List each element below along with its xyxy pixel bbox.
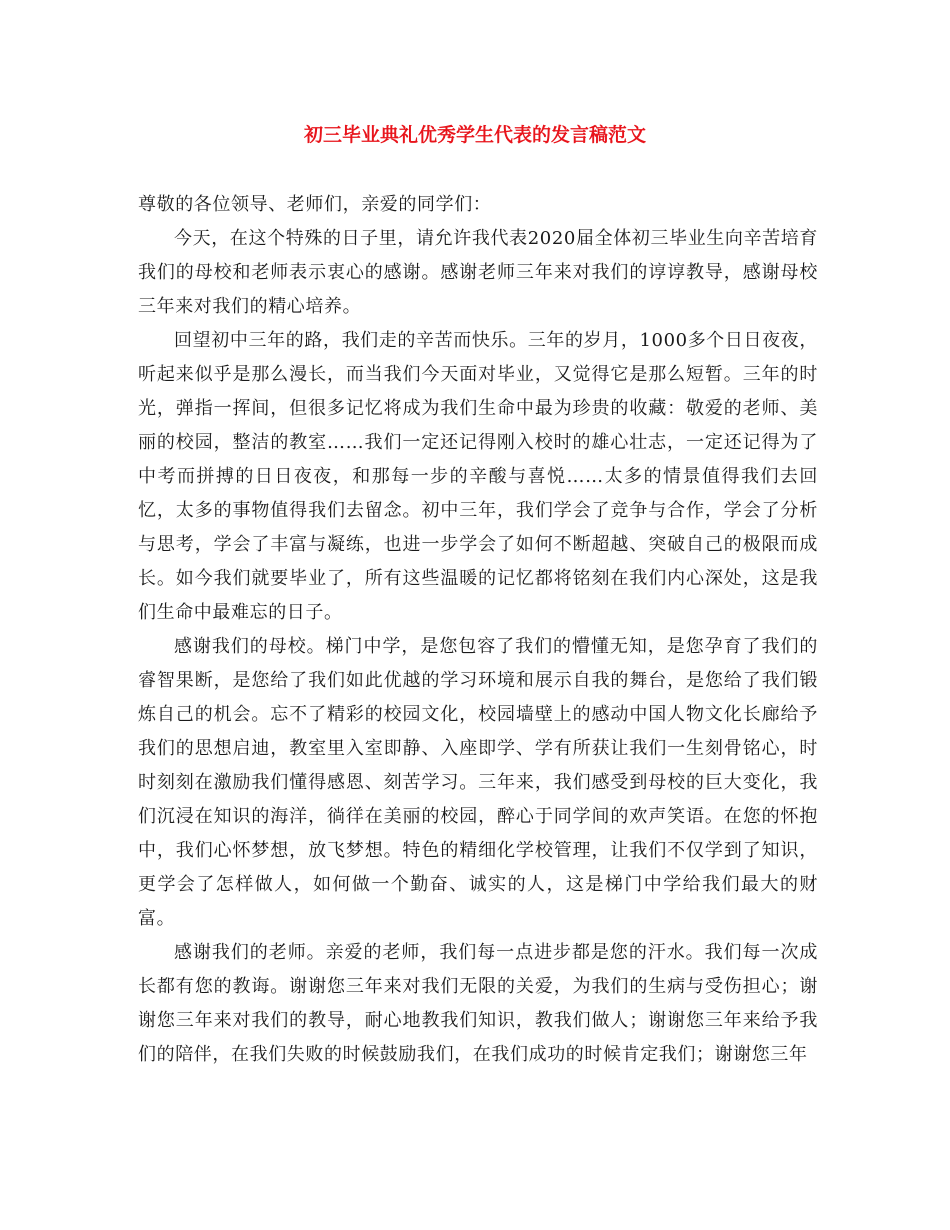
paragraph-3: 感谢我们的母校。梯门中学，是您包容了我们的懵懂无知，是您孕育了我们的睿智果断，是您给了我们如此优越的学习环境和展示自我的舞台，是您给了我们锻炼自己的机会。忘不了精彩的校园文化，校园墙壁上的感动中国人物文化长廊给予我们的思想启迪，教室里入室即静、入座即学、学有所获让我们一生刻骨铭心，时时刻刻在激励我们懂得感恩、刻苦学习。三年来，我们感受到母校的巨大变化，我们沉浸在知识的海洋，徜徉在美丽的校园，醉心于同学间的欢声笑语。在您的怀抱中，我们心怀梦想，放飞梦想。特色的精细化学校管理，让我们不仅学到了知识，更学会了怎样做人，如何做一个勤奋、诚实的人，这是梯门中学给我们最大的财富。 bbox=[138, 636, 818, 929]
document-body bbox=[138, 188, 818, 1072]
paragraph-1: 今天，在这个特殊的日子里，请允许我代表2020届全体初三毕业生向辛苦培育我们的母校和老师表示衷心的感谢。感谢老师三年来对我们的谆谆教导，感谢母校三年来对我们的精心培养。 bbox=[138, 228, 818, 317]
paragraph-4: 感谢我们的老师。亲爱的老师，我们每一点进步都是您的汗水。我们每一次成长都有您的教诲。谢谢您三年来对我们无限的关爱，为我们的生病与受伤担心；谢谢您三年来对我们的教导，耐心地教我们知识，教我们做人；谢谢您三年来给予我们的陪伴，在我们失败的时候鼓励我们，在我们成功的时候肯定我们；谢谢您三年 bbox=[138, 942, 818, 1065]
salutation: 尊敬的各位领导、老师们，亲爱的同学们： bbox=[138, 194, 492, 215]
document-title: 初三毕业典礼优秀学生代表的发言稿范文 bbox=[303, 124, 646, 146]
paragraph-2: 回望初中三年的路，我们走的辛苦而快乐。三年的岁月，1000多个日日夜夜，听起来似乎是那么漫长，而当我们今天面对毕业，又觉得它是那么短暂。三年的时光，弹指一挥间，但很多记忆将成为我们生命中最为珍贵的收藏：敬爱的老师、美丽的校园，整洁的教室……我们一定还记得刚入校时的雄心壮志，一定还记得为了中考而拼搏的日日夜夜，和那每一步的辛酸与喜悦……太多的情景值得我们去回忆，太多的事物值得我们去留念。初中三年，我们学会了竞争与合作，学会了分析与思考，学会了丰富与凝练，也进一步学会了如何不断超越、突破自己的极限而成长。如今我们就要毕业了，所有这些温暖的记忆都将铭刻在我们内心深处，这是我们生命中最难忘的日子。 bbox=[138, 330, 818, 623]
